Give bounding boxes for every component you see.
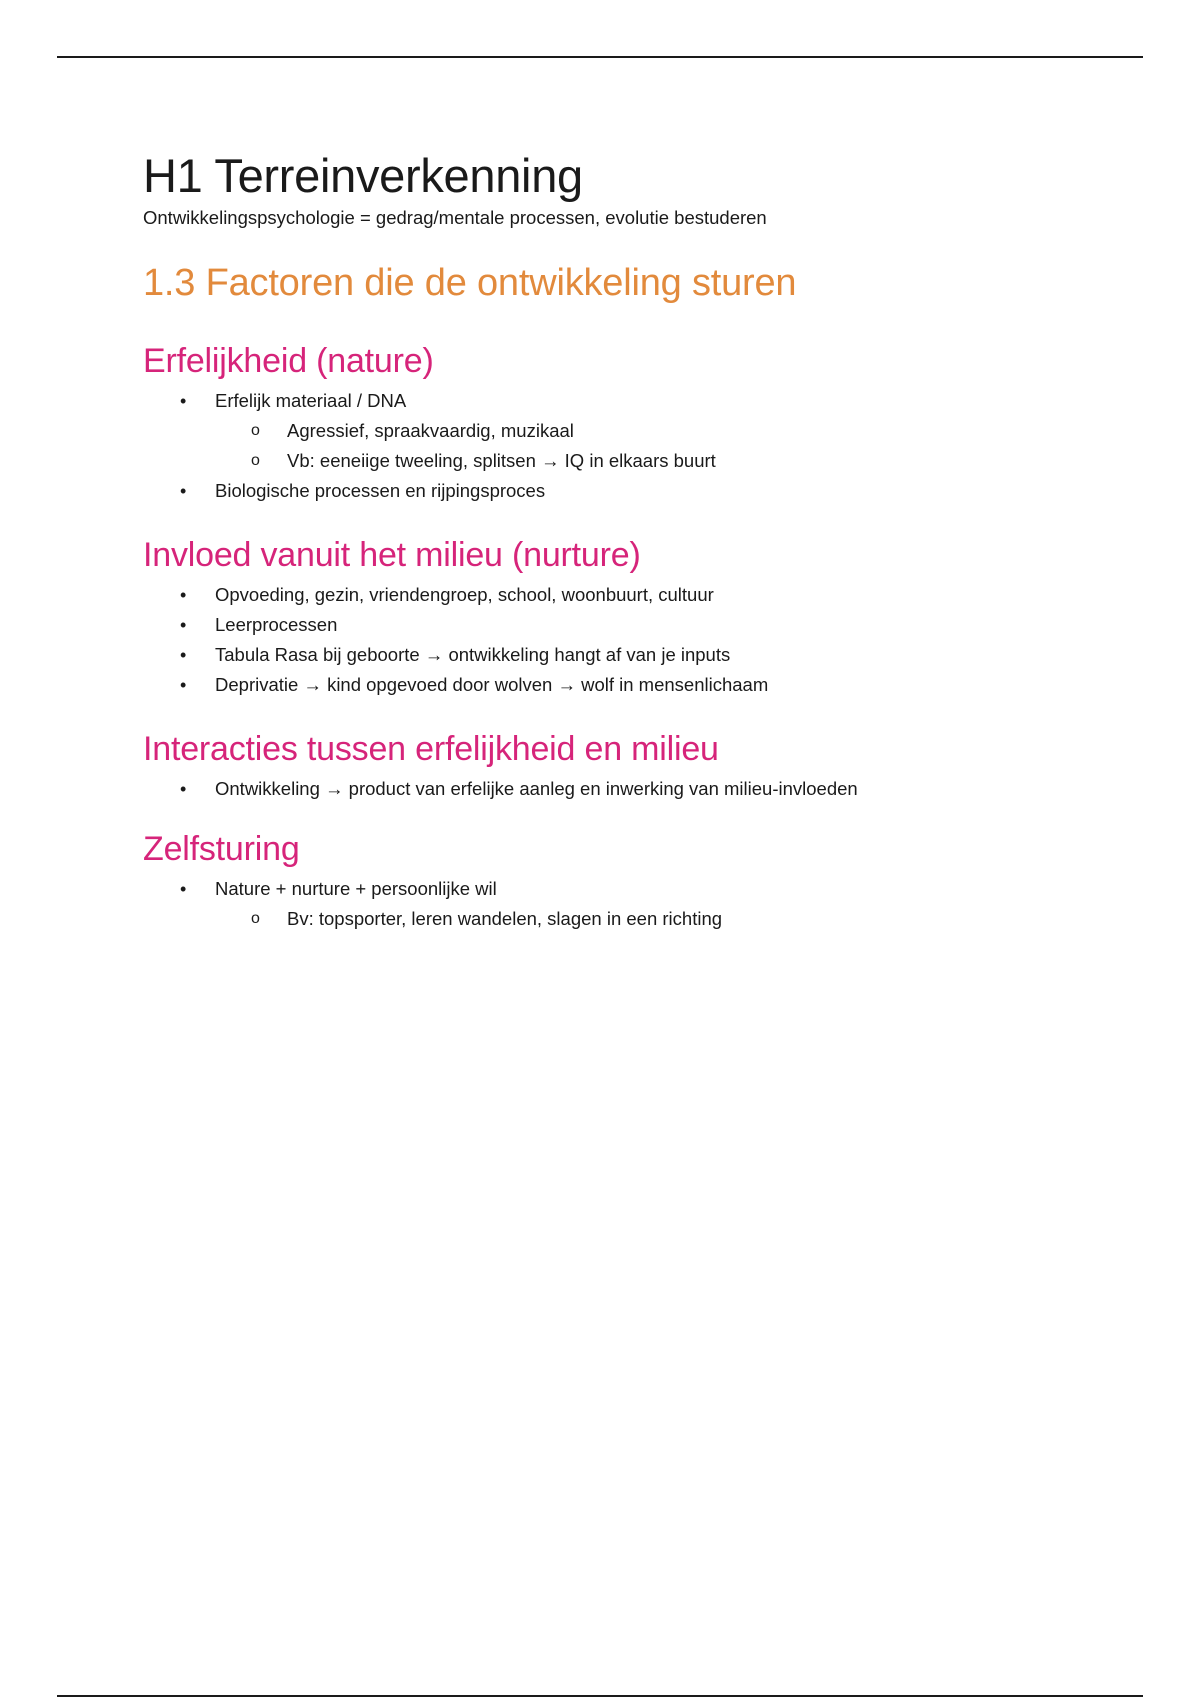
bullet-list xyxy=(143,386,1143,506)
list-item-text: Opvoeding, gezin, vriendengroep, school, woonbuurt, cultuur xyxy=(215,584,714,605)
list-item xyxy=(143,610,1143,640)
block-milieu xyxy=(143,534,1143,700)
sub-heading: Erfelijkheid (nature) xyxy=(143,342,434,380)
bullet-marker: • xyxy=(180,879,187,899)
list-item-text: Tabula Rasa bij geboorte → ontwikkeling hangt af van je inputs xyxy=(215,644,731,665)
list-item-text: Biologische processen en rijpingsproces xyxy=(215,480,546,501)
list-item xyxy=(143,874,1143,934)
bullet-list xyxy=(143,580,1143,700)
list-item xyxy=(143,640,1143,670)
bullet-list xyxy=(143,774,1143,804)
block-zelfsturing xyxy=(143,828,1143,934)
document-title: H1 Terreinverkenning xyxy=(143,149,583,202)
list-item-text: Leerprocessen xyxy=(215,614,338,635)
bullet-marker: • xyxy=(180,615,187,635)
sub-bullet-list xyxy=(215,904,1143,934)
sub-list-item-text: Agressief, spraakvaardig, muzikaal xyxy=(287,420,574,441)
block-erfelijkheid xyxy=(143,340,1143,506)
document-subtitle: Ontwikkelingspsychologie = gedrag/mentale processen, evolutie bestuderen xyxy=(143,207,767,228)
bullet-list xyxy=(143,874,1143,934)
document-body xyxy=(143,148,1143,934)
bullet-marker: • xyxy=(180,585,187,605)
sub-heading: Zelfsturing xyxy=(143,830,300,868)
sub-bullet-marker: o xyxy=(251,422,260,439)
list-item-text: Erfelijk materiaal / DNA xyxy=(215,390,407,411)
sub-list-item xyxy=(215,446,1143,476)
sub-list-item xyxy=(215,416,1143,446)
list-item-text: Deprivatie → kind opgevoed door wolven → wolf in mensenlichaam xyxy=(215,674,769,695)
bullet-marker: • xyxy=(180,779,187,799)
section-heading: 1.3 Factoren die de ontwikkeling sturen xyxy=(143,262,797,304)
sub-bullet-list xyxy=(215,416,1143,476)
top-rule xyxy=(57,56,1143,58)
sub-list-item-text: Bv: topsporter, leren wandelen, slagen in een richting xyxy=(287,908,723,929)
bullet-marker: • xyxy=(180,645,187,665)
list-item xyxy=(143,774,1143,804)
sub-bullet-marker: o xyxy=(251,452,260,469)
block-interacties xyxy=(143,728,1143,804)
list-item-text: Ontwikkeling → product van erfelijke aanleg en inwerking van milieu-invloeden xyxy=(215,778,858,799)
list-item xyxy=(143,670,1143,700)
list-item xyxy=(143,386,1143,476)
list-item xyxy=(143,580,1143,610)
sub-heading: Interacties tussen erfelijkheid en milieu xyxy=(143,730,719,768)
sub-heading: Invloed vanuit het milieu (nurture) xyxy=(143,536,641,574)
sub-list-item xyxy=(215,904,1143,934)
bullet-marker: • xyxy=(180,675,187,695)
list-item xyxy=(143,476,1143,506)
list-item-text: Nature + nurture + persoonlijke wil xyxy=(215,878,497,899)
bullet-marker: • xyxy=(180,481,187,501)
bullet-marker: • xyxy=(180,391,187,411)
sub-list-item-text: Vb: eeneiige tweeling, splitsen → IQ in elkaars buurt xyxy=(287,450,716,471)
bottom-rule xyxy=(57,1695,1143,1697)
sub-bullet-marker: o xyxy=(251,910,260,927)
